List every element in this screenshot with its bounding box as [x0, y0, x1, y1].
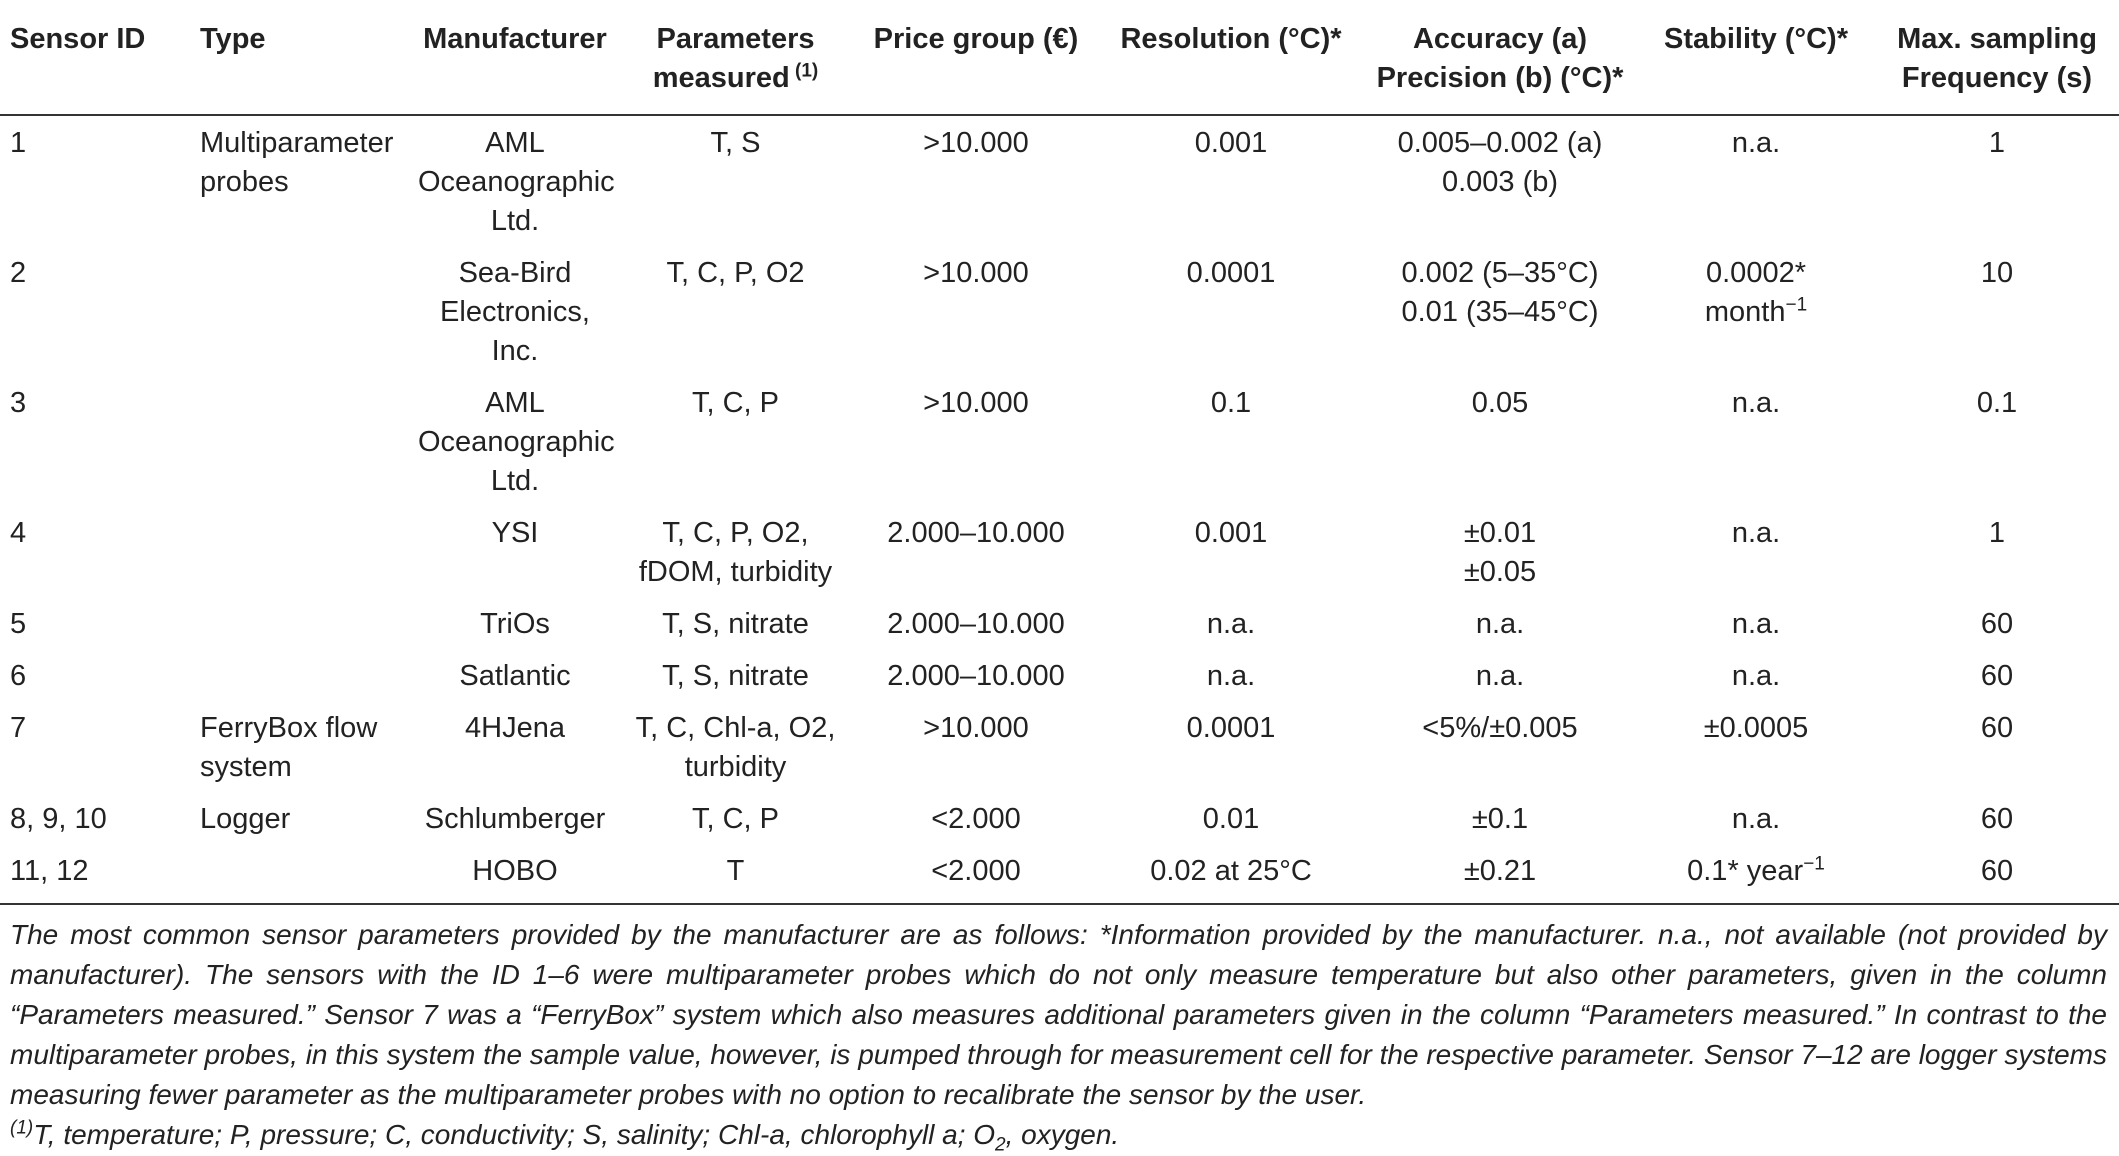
- table-cell: [0, 506, 190, 597]
- table-cell: [1363, 115, 1637, 246]
- table-cell: [1363, 506, 1637, 597]
- table-cell: [1875, 844, 2119, 904]
- cell-text: 0.002 (5–35°C): [1401, 257, 1599, 289]
- table-cell: [1363, 649, 1637, 701]
- cell-text: 0.001: [1194, 127, 1268, 159]
- cell-text: T, C, P, O2,: [662, 517, 809, 549]
- table-cell: [1099, 597, 1363, 649]
- table-cell: [190, 597, 412, 649]
- column-header-text: Precision (b) (°C)*: [1376, 62, 1624, 94]
- cell-superscript: −1: [1785, 294, 1808, 316]
- column-header-text: Sensor ID: [10, 23, 146, 55]
- table-cell: [190, 506, 412, 597]
- column-header: [190, 0, 412, 115]
- cell-text: AML: [485, 127, 545, 159]
- table-cell: [1875, 597, 2119, 649]
- table-cell: [1637, 649, 1875, 701]
- table-cell: [1099, 792, 1363, 844]
- table-cell: [618, 597, 853, 649]
- table-cell: [1875, 506, 2119, 597]
- cell-text: 0.001: [1194, 517, 1268, 549]
- cell-text: TriOs: [480, 608, 550, 640]
- cell-text: T, S, nitrate: [662, 608, 809, 640]
- column-header-text: Price group (€): [873, 23, 1079, 55]
- table-cell: [1637, 792, 1875, 844]
- table-cell: [0, 792, 190, 844]
- cell-text: Satlantic: [459, 660, 571, 692]
- cell-text: FerryBox flow: [200, 712, 378, 744]
- cell-text: 0.1: [1976, 387, 2018, 419]
- column-header-text: Stability (°C)*: [1664, 23, 1848, 55]
- column-header-text: Type: [200, 23, 266, 55]
- cell-text: n.a.: [1475, 660, 1525, 692]
- column-header-text: measured $^{(1)}$: [652, 60, 819, 94]
- column-header: [0, 0, 190, 115]
- cell-text: n.a.: [1206, 608, 1256, 640]
- cell-text: [200, 514, 406, 553]
- cell-text: T, C, P: [691, 387, 779, 419]
- cell-text: ±0.0005: [1703, 712, 1809, 744]
- table-cell: [1363, 246, 1637, 376]
- cell-text: 2.000–10.000: [887, 660, 1065, 692]
- cell-text: Multiparameter: [200, 127, 394, 159]
- cell-text: 0.003 (b): [1441, 166, 1559, 198]
- cell-text: 6: [10, 660, 27, 692]
- cell-text: 0.0001: [1186, 257, 1276, 289]
- cell-text: Oceanographic: [418, 166, 615, 198]
- cell-text: ±0.05: [1463, 556, 1537, 588]
- cell-text: Electronics, Inc.: [440, 296, 590, 367]
- table-cell: [0, 649, 190, 701]
- cell-text: n.a.: [1731, 608, 1781, 640]
- table-cell: [412, 597, 618, 649]
- cell-text: T: [726, 855, 745, 887]
- cell-text: n.a.: [1731, 517, 1781, 549]
- table-cell: [190, 792, 412, 844]
- cell-text: Ltd.: [490, 465, 540, 497]
- column-header-text: Parameters: [656, 23, 815, 55]
- cell-text: n.a.: [1731, 660, 1781, 692]
- cell-text: T, C, Chl-a, O2,: [635, 712, 836, 744]
- table-cell: [0, 246, 190, 376]
- cell-text: Oceanographic: [418, 426, 615, 458]
- footnote-marker: (1): [10, 1117, 34, 1139]
- cell-text: >10.000: [923, 257, 1029, 289]
- table-cell: [1875, 701, 2119, 792]
- cell-text: T, C, P: [691, 803, 779, 835]
- cell-text: HOBO: [472, 855, 558, 887]
- cell-text: 0.1* year$^{-1}$: [1687, 853, 1825, 887]
- cell-text: 3: [10, 387, 27, 419]
- table-cell: [1099, 701, 1363, 792]
- cell-text: T, S, nitrate: [662, 660, 809, 692]
- column-header-text: Max. sampling: [1897, 23, 2097, 55]
- cell-text: 60: [1980, 608, 2014, 640]
- table-row: [0, 115, 2119, 246]
- table-cell: [190, 649, 412, 701]
- table-cell: [0, 597, 190, 649]
- header-footnote-marker: (1): [789, 60, 819, 82]
- cell-text: 0.005–0.002 (a): [1397, 127, 1603, 159]
- cell-text: n.a.: [1206, 660, 1256, 692]
- abbreviations-text: T, temperature; P, pressure; C, conductivity; S, salinity; Chl-a, chlorophyll a; O: [33, 1119, 995, 1150]
- cell-text: system: [200, 751, 292, 783]
- table-footnote: The most common sensor parameters provided by the manufacturer are as follows: *Information provided by the manufacturer. n.a., not available (not provided by manufacturer). The sensors with the ID 1–6 were multiparameter probes which do not only measure temperature but also other parameters, given in the column “Parameters measured.” Sensor 7 was a “FerryBox” system which also measures additional parameters given in the column “Parameters measured.” In contrast to the multiparameter probes, in this system the sample value, however, is pumped through for measurement cell for the respective parameter. Sensor 7–12 are logger systems measuring fewer parameter as the multiparameter probes with no option to recalibrate the sensor by the user.: [10, 919, 2107, 1110]
- table-cell: [190, 115, 412, 246]
- table-cell: [853, 844, 1099, 904]
- table-cell: [190, 246, 412, 376]
- table-cell: [0, 701, 190, 792]
- column-header: [1875, 0, 2119, 115]
- table-cell: [1875, 649, 2119, 701]
- table-cell: [412, 701, 618, 792]
- cell-text: Logger: [200, 803, 291, 835]
- table-cell: [1875, 115, 2119, 246]
- table-cell: [1637, 597, 1875, 649]
- cell-text: 0.02 at 25°C: [1150, 855, 1312, 887]
- column-header: [412, 0, 618, 115]
- cell-text: 0.0001: [1186, 712, 1276, 744]
- table-cell: [1099, 246, 1363, 376]
- table-cell: [1099, 506, 1363, 597]
- cell-text: T, C, P, O2: [666, 257, 805, 289]
- cell-text: <2.000: [931, 855, 1021, 887]
- table-cell: [618, 792, 853, 844]
- table-cell: [853, 792, 1099, 844]
- cell-text: n.a.: [1731, 803, 1781, 835]
- table-row: [0, 597, 2119, 649]
- cell-text: [200, 852, 406, 891]
- cell-text: Sea-Bird: [458, 257, 572, 289]
- table-cell: [1099, 649, 1363, 701]
- table-row: [0, 649, 2119, 701]
- cell-text: Ltd.: [490, 205, 540, 237]
- cell-text: T, S: [710, 127, 761, 159]
- cell-text: ±0.01: [1463, 517, 1537, 549]
- cell-text: 4HJena: [465, 712, 565, 744]
- table-cell: [0, 844, 190, 904]
- cell-text: <5%/±0.005: [1422, 712, 1578, 744]
- cell-text: 1: [1988, 517, 2006, 549]
- table-cell: [853, 246, 1099, 376]
- cell-text: 0.05: [1471, 387, 1529, 419]
- cell-text: 1: [1988, 127, 2006, 159]
- table-cell: [1637, 115, 1875, 246]
- table-cell: [1363, 844, 1637, 904]
- table-cell: [1637, 701, 1875, 792]
- table-cell: [853, 597, 1099, 649]
- cell-text: [200, 605, 406, 644]
- table-row: [0, 701, 2119, 792]
- table-row: [0, 844, 2119, 904]
- table-cell: [853, 376, 1099, 506]
- cell-text: 8, 9, 10: [10, 803, 107, 835]
- table-cell: [1637, 376, 1875, 506]
- table-cell: [853, 649, 1099, 701]
- table-cell: [853, 506, 1099, 597]
- table-cell: [190, 844, 412, 904]
- cell-text: ±0.21: [1463, 855, 1537, 887]
- table-cell: [412, 649, 618, 701]
- column-header: [618, 0, 853, 115]
- table-cell: [618, 649, 853, 701]
- cell-text: [200, 384, 406, 423]
- table-cell: [1363, 376, 1637, 506]
- table-cell: [618, 506, 853, 597]
- cell-text: 5: [10, 608, 27, 640]
- cell-text: 60: [1980, 803, 2014, 835]
- table-cell: [1363, 701, 1637, 792]
- table-row: [0, 792, 2119, 844]
- cell-text: <2.000: [931, 803, 1021, 835]
- cell-text: 0.0002*: [1706, 257, 1806, 289]
- cell-text: 60: [1980, 712, 2014, 744]
- table-cell: [618, 376, 853, 506]
- table-body: [0, 115, 2119, 904]
- table-cell: [1099, 844, 1363, 904]
- abbreviations-end: , oxygen.: [1005, 1119, 1120, 1150]
- table-cell: [1363, 792, 1637, 844]
- oxygen-subscript: 2: [994, 1134, 1006, 1156]
- cell-text: [200, 657, 406, 696]
- table-cell: [853, 115, 1099, 246]
- cell-text: 7: [10, 712, 27, 744]
- cell-text: >10.000: [923, 127, 1029, 159]
- cell-text: >10.000: [923, 712, 1029, 744]
- table-cell: [0, 115, 190, 246]
- column-header: [853, 0, 1099, 115]
- cell-superscript: −1: [1803, 853, 1825, 875]
- table-cell: [412, 844, 618, 904]
- table-header-row: [0, 0, 2119, 115]
- table-cell: [618, 115, 853, 246]
- cell-text: AML: [485, 387, 545, 419]
- table-row: [0, 506, 2119, 597]
- table-cell: [618, 844, 853, 904]
- cell-text: [200, 254, 406, 293]
- table-cell: [1637, 506, 1875, 597]
- column-header-text: Manufacturer: [423, 23, 607, 55]
- table-cell: [1099, 376, 1363, 506]
- cell-text: 11, 12: [10, 855, 89, 887]
- column-header: [1099, 0, 1363, 115]
- table-cell: [412, 115, 618, 246]
- cell-text: month$^{-1}$: [1704, 294, 1808, 328]
- table-cell: [190, 376, 412, 506]
- table-cell: [1875, 792, 2119, 844]
- cell-text: 0.01 (35–45°C): [1401, 296, 1599, 328]
- cell-text: 60: [1980, 855, 2014, 887]
- cell-text: 0.01: [1202, 803, 1260, 835]
- cell-text: fDOM, turbidity: [638, 556, 833, 588]
- cell-text: n.a.: [1731, 127, 1781, 159]
- column-header: [1363, 0, 1637, 115]
- table-cell: [412, 792, 618, 844]
- cell-text: n.a.: [1475, 608, 1525, 640]
- cell-text: 10: [1980, 257, 2014, 289]
- cell-text: ±0.1: [1471, 803, 1529, 835]
- cell-text: YSI: [491, 517, 539, 549]
- column-header-text: Accuracy (a): [1412, 23, 1588, 55]
- table-row: [0, 246, 2119, 376]
- table-row: [0, 376, 2119, 506]
- table-cell: [412, 506, 618, 597]
- column-header-text: Resolution (°C)*: [1120, 23, 1342, 55]
- cell-text: 60: [1980, 660, 2014, 692]
- cell-text: 0.1: [1210, 387, 1252, 419]
- cell-text: n.a.: [1731, 387, 1781, 419]
- table-cell: [1637, 844, 1875, 904]
- column-header: [1637, 0, 1875, 115]
- table-cell: [618, 701, 853, 792]
- cell-text: 2.000–10.000: [887, 517, 1065, 549]
- column-header-text: Frequency (s): [1901, 62, 2093, 94]
- cell-text: Schlumberger: [424, 803, 606, 835]
- table-cell: [618, 246, 853, 376]
- cell-text: >10.000: [923, 387, 1029, 419]
- table-cell: [412, 376, 618, 506]
- table-cell: [1099, 115, 1363, 246]
- cell-text: probes: [200, 166, 289, 198]
- table-cell: [190, 701, 412, 792]
- table-cell: [853, 701, 1099, 792]
- table-cell: [1363, 597, 1637, 649]
- cell-text: 1: [10, 127, 27, 159]
- table-cell: [1875, 246, 2119, 376]
- cell-text: 2.000–10.000: [887, 608, 1065, 640]
- abbreviation-footnote: [0, 1115, 2119, 1155]
- table-cell: [0, 376, 190, 506]
- table-cell: [1875, 376, 2119, 506]
- table-cell: [412, 246, 618, 376]
- table-cell: [1637, 246, 1875, 376]
- cell-text: 2: [10, 257, 27, 289]
- cell-text: 4: [10, 517, 27, 549]
- cell-text: turbidity: [684, 751, 787, 783]
